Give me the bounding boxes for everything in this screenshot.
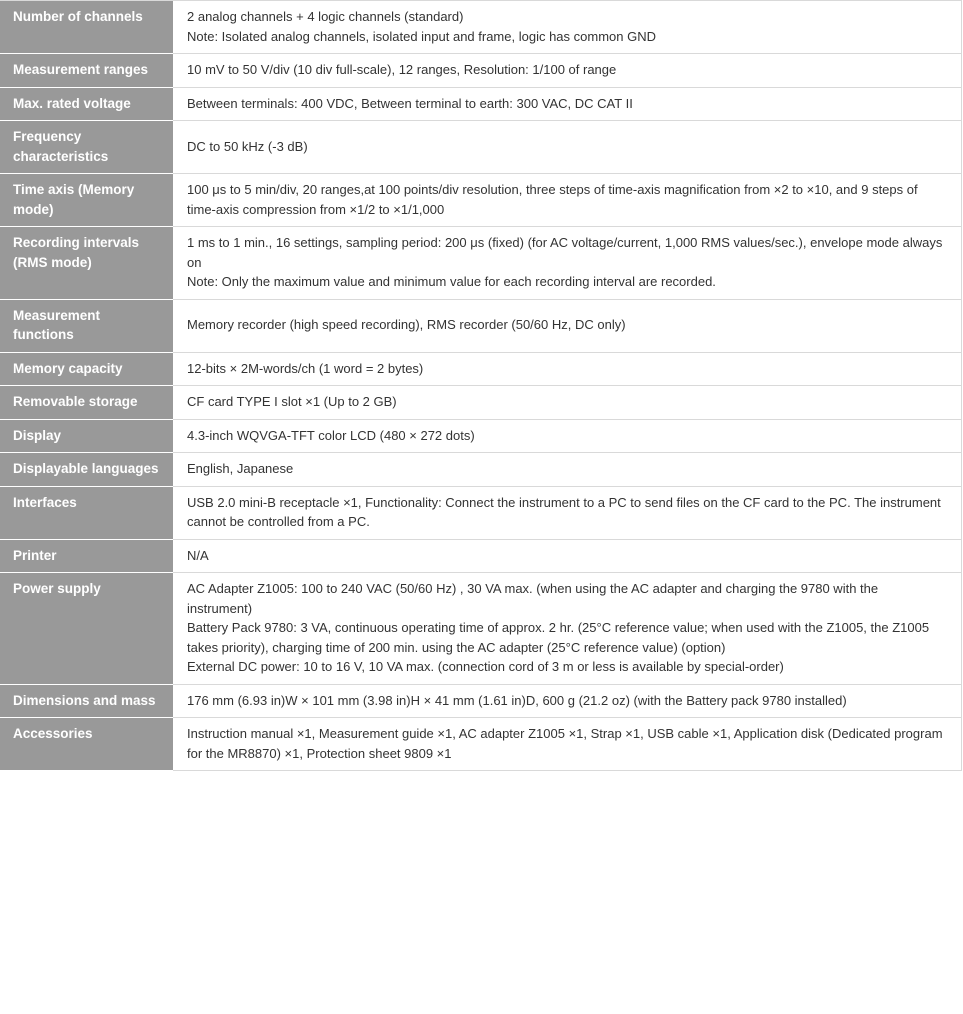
spec-label: Dimensions and mass <box>0 684 173 718</box>
spec-value <box>173 174 961 227</box>
spec-value-line: English, Japanese <box>187 461 294 476</box>
spec-value-line: CF card TYPE I slot ×1 (Up to 2 GB) <box>187 394 397 409</box>
spec-label: Memory capacity <box>0 352 173 386</box>
spec-value <box>173 718 961 771</box>
spec-value-line: DC to 50 kHz (-3 dB) <box>187 138 308 154</box>
spec-value-line: N/A <box>187 547 209 563</box>
spec-label: Measurement functions <box>0 299 173 352</box>
spec-label: Measurement ranges <box>0 54 173 88</box>
spec-row <box>0 352 961 386</box>
spec-label: Removable storage <box>0 386 173 420</box>
spec-value <box>173 227 961 300</box>
spec-value-line: External DC power: 10 to 16 V, 10 VA max. (connection cord of 3 m or less is available by special-order) <box>187 659 784 674</box>
spec-value-line: 176 mm (6.93 in)W × 101 mm (3.98 in)H × 41 mm (1.61 in)D, 600 g (21.2 oz) (with the Battery pack 9780 installed) <box>187 692 847 708</box>
spec-label: Number of channels <box>0 1 173 54</box>
spec-value <box>173 299 961 352</box>
spec-value-line: 12-bits × 2M-words/ch (1 word = 2 bytes) <box>187 360 424 376</box>
spec-value <box>173 453 961 487</box>
spec-value-line: Instruction manual ×1, Measurement guide ×1, AC adapter Z1005 ×1, Strap ×1, USB cable ×1, Application disk (Dedicated program for the MR8870) ×1, Protection sheet 9809 ×1 <box>187 726 943 761</box>
spec-label: Displayable languages <box>0 453 173 487</box>
spec-value-line: Note: Isolated analog channels, isolated input and frame, logic has common GND <box>187 28 656 44</box>
spec-value-line: 2 analog channels + 4 logic channels (standard) <box>187 9 464 24</box>
spec-value <box>173 419 961 453</box>
spec-value-line: Note: Only the maximum value and minimum value for each recording interval are recorded. <box>187 274 716 289</box>
spec-label: Recording intervals (RMS mode) <box>0 227 173 300</box>
spec-row <box>0 453 961 487</box>
spec-row <box>0 87 961 121</box>
spec-value-line: USB 2.0 mini-B receptacle ×1, Functionality: Connect the instrument to a PC to send files on the CF card to the PC. The instrument cannot be controlled from a PC. <box>187 494 941 529</box>
spec-row <box>0 54 961 88</box>
spec-value <box>173 352 961 386</box>
spec-value <box>173 87 961 121</box>
spec-row <box>0 419 961 453</box>
spec-row <box>0 718 961 771</box>
spec-label: Time axis (Memory mode) <box>0 174 173 227</box>
spec-value <box>173 539 961 573</box>
spec-value <box>173 573 961 685</box>
spec-value <box>173 486 961 539</box>
spec-value-line: 10 mV to 50 V/div (10 div full-scale), 12 ranges, Resolution: 1/100 of range <box>187 62 617 77</box>
spec-label: Frequency characteristics <box>0 121 173 174</box>
spec-label: Interfaces <box>0 486 173 539</box>
spec-row <box>0 121 961 174</box>
spec-label: Printer <box>0 539 173 573</box>
spec-row <box>0 1 961 54</box>
spec-value <box>173 386 961 420</box>
spec-label: Power supply <box>0 573 173 685</box>
spec-value-line: AC Adapter Z1005: 100 to 240 VAC (50/60 Hz) , 30 VA max. (when using the AC adapter and charging the 9780 with the instrument) <box>187 581 879 616</box>
spec-label: Display <box>0 419 173 453</box>
spec-value-line: 100 μs to 5 min/div, 20 ranges,at 100 points/div resolution, three steps of time-axis magnification from ×2 to ×10, and 9 steps of time-axis compression from ×1/2 to ×1/1,000 <box>187 182 918 217</box>
spec-value-line: Battery Pack 9780: 3 VA, continuous operating time of approx. 2 hr. (25°C reference value; when used with the Z1005, the Z1005 takes priority), charging time of 200 min. using the AC adapter (25°C reference value) (option) <box>187 620 930 655</box>
spec-row <box>0 486 961 539</box>
spec-row <box>0 227 961 300</box>
spec-value <box>173 684 961 718</box>
spec-label: Accessories <box>0 718 173 771</box>
spec-row <box>0 174 961 227</box>
spec-value-line: 1 ms to 1 min., 16 settings, sampling period: 200 μs (fixed) (for AC voltage/current, 1,000 RMS values/sec.), envelope mode always on <box>187 235 943 270</box>
spec-row <box>0 684 961 718</box>
spec-value-line: 4.3-inch WQVGA-TFT color LCD (480 × 272 dots) <box>187 427 475 443</box>
spec-value <box>173 54 961 88</box>
spec-row <box>0 539 961 573</box>
spec-row <box>0 299 961 352</box>
spec-label: Max. rated voltage <box>0 87 173 121</box>
spec-value <box>173 1 961 54</box>
spec-row <box>0 386 961 420</box>
spec-value <box>173 121 961 174</box>
spec-value-line: Between terminals: 400 VDC, Between terminal to earth: 300 VAC, DC CAT II <box>187 95 633 111</box>
spec-value-line: Memory recorder (high speed recording), RMS recorder (50/60 Hz, DC only) <box>187 317 626 333</box>
spec-row <box>0 573 961 685</box>
specifications-body <box>0 1 961 771</box>
